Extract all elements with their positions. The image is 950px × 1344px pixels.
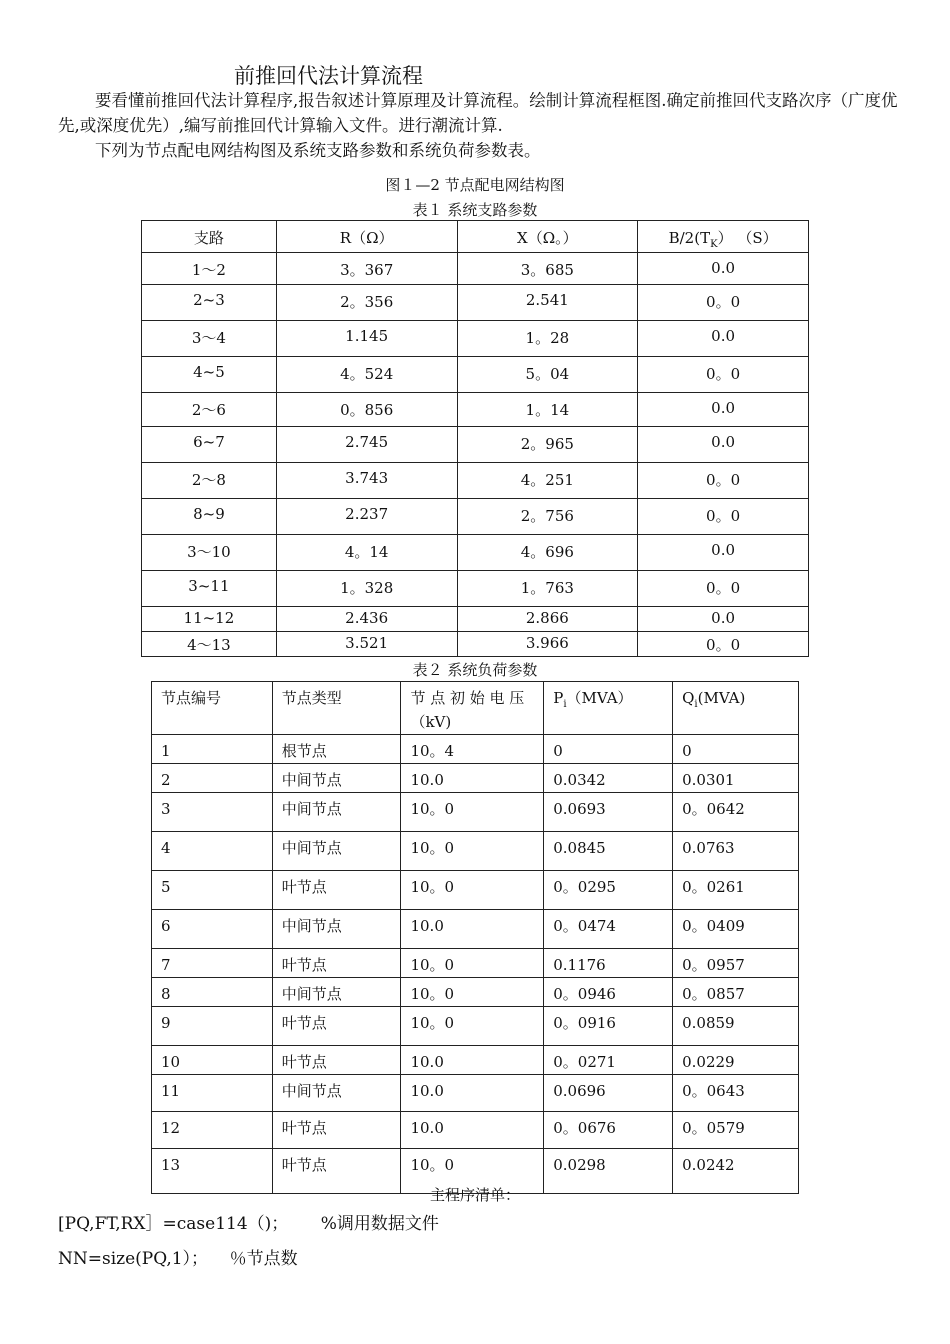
table-row — [152, 978, 799, 1007]
table-cell: 2.541 — [457, 285, 638, 321]
table-cell: 8 — [152, 978, 273, 1007]
table-cell: 10。4 — [401, 735, 544, 764]
table-cell: 0。0857 — [673, 978, 799, 1007]
header-subscript: K — [710, 239, 718, 250]
table-cell: 0。0 — [638, 357, 809, 393]
table-row — [142, 632, 809, 657]
table-cell: 0。0643 — [673, 1075, 799, 1112]
table-row — [152, 1007, 799, 1046]
table-cell: 4 — [152, 832, 273, 871]
table-cell: 中间节点 — [272, 978, 401, 1007]
table-cell: 0.0 — [638, 253, 809, 285]
header-text: （MVA） — [566, 689, 633, 707]
table-cell: 2.237 — [276, 499, 457, 535]
table-cell: 10。0 — [401, 871, 544, 910]
table-cell: 11~12 — [142, 607, 277, 632]
table-row — [142, 357, 809, 393]
table-cell: 0。0642 — [673, 793, 799, 832]
table-cell: 13 — [152, 1149, 273, 1194]
table-row — [152, 793, 799, 832]
table-cell: 10.0 — [401, 764, 544, 793]
table-cell: 2。756 — [457, 499, 638, 535]
table-cell: 2。356 — [276, 285, 457, 321]
table-cell: 0。0261 — [673, 871, 799, 910]
table-cell: 4~5 — [142, 357, 277, 393]
table-cell: 3.743 — [276, 463, 457, 499]
header-text: Q — [682, 689, 695, 707]
header-cell: 节 点 初 始 电 压（kV) — [401, 682, 544, 735]
figure-caption: 图１—2 节点配电网结构图 — [385, 176, 565, 194]
table-cell: 3.966 — [457, 632, 638, 657]
table-cell: 3。685 — [457, 253, 638, 285]
table-cell: 中间节点 — [272, 910, 401, 949]
table-cell: 1。28 — [457, 321, 638, 357]
table-cell: 中间节点 — [272, 764, 401, 793]
code-line: [PQ,FT,RX］=case114（)； %调用数据文件 — [58, 1214, 439, 1234]
header-cell: 节点编号 — [152, 682, 273, 735]
header-cell: R（Ω） — [276, 221, 457, 253]
table-cell: 4～13 — [142, 632, 277, 657]
table-cell: 12 — [152, 1112, 273, 1149]
table-cell: 10。0 — [401, 793, 544, 832]
page-title: 前推回代法计算流程 — [234, 64, 423, 88]
table-cell: 7 — [152, 949, 273, 978]
table-row — [142, 285, 809, 321]
table-cell: 2 — [152, 764, 273, 793]
load-parameter-table — [151, 681, 799, 1194]
table-row — [142, 463, 809, 499]
branch-parameter-table — [141, 220, 809, 657]
table-cell: 0.0696 — [544, 1075, 673, 1112]
header-text: B/2(T — [668, 229, 711, 247]
table-row — [152, 1112, 799, 1149]
header-cell: 节点类型 — [272, 682, 401, 735]
table-cell: 2～8 — [142, 463, 277, 499]
table-row — [142, 535, 809, 571]
table-cell: 0。0946 — [544, 978, 673, 1007]
table-cell: 0 — [544, 735, 673, 764]
table-cell: 10.0 — [401, 1046, 544, 1075]
table-cell: 2~3 — [142, 285, 277, 321]
table-cell: 0.1176 — [544, 949, 673, 978]
table-cell: 10。0 — [401, 832, 544, 871]
table-row — [142, 571, 809, 607]
table-cell: 10.0 — [401, 1075, 544, 1112]
table-cell: 0。0 — [638, 285, 809, 321]
table-cell: 0.0242 — [673, 1149, 799, 1194]
table-cell: 根节点 — [272, 735, 401, 764]
header-cell: X（Ω。） — [457, 221, 638, 253]
table-cell: 中间节点 — [272, 832, 401, 871]
table-cell: 0。856 — [276, 393, 457, 427]
table-cell: 6 — [152, 910, 273, 949]
header-subscript: i — [694, 699, 698, 710]
table-cell: 0.0 — [638, 607, 809, 632]
description-paragraph — [58, 138, 898, 163]
table-cell: 0.0301 — [673, 764, 799, 793]
table-cell: 叶节点 — [272, 1007, 401, 1046]
table-row — [142, 427, 809, 463]
table-cell: 8~9 — [142, 499, 277, 535]
table-cell: 0。0409 — [673, 910, 799, 949]
table-cell: 4。696 — [457, 535, 638, 571]
table-cell: 10。0 — [401, 949, 544, 978]
header-text: P — [553, 689, 564, 707]
table-row — [152, 1075, 799, 1112]
table-cell: 0 — [673, 735, 799, 764]
header-text: ） （S） — [717, 229, 778, 247]
table-cell: 0.0 — [638, 535, 809, 571]
table-cell: 11 — [152, 1075, 273, 1112]
table-cell: 0。0676 — [544, 1112, 673, 1149]
table-cell: 10.0 — [401, 1112, 544, 1149]
table-row — [152, 832, 799, 871]
table-cell: 0。0957 — [673, 949, 799, 978]
table-cell: 2.866 — [457, 607, 638, 632]
table-cell: 0.0 — [638, 321, 809, 357]
table-cell: 0。0474 — [544, 910, 673, 949]
table-cell: 0.0229 — [673, 1046, 799, 1075]
table-cell: 0。0295 — [544, 871, 673, 910]
program-caption: 主程序清单： — [429, 1186, 520, 1204]
table1-caption: 表１ 系统支路参数 — [412, 201, 538, 219]
table-cell: 叶节点 — [272, 1149, 401, 1194]
intro-text: 要看懂前推回代法计算程序,报告叙述计算原理及计算流程。绘制计算流程框图.确定前推回代支路次序（广度优先,或深度优先）,编写前推回代计算输入文件。进行潮流计算. — [58, 91, 898, 135]
table-row — [152, 910, 799, 949]
table-cell: 0.0 — [638, 393, 809, 427]
table-cell: 0.0845 — [544, 832, 673, 871]
table-cell: 1。14 — [457, 393, 638, 427]
table-row — [152, 1046, 799, 1075]
table-cell: 0。0 — [638, 463, 809, 499]
table-cell: 4。14 — [276, 535, 457, 571]
table2-caption: 表２ 系统负荷参数 — [412, 661, 538, 679]
table-cell: 9 — [152, 1007, 273, 1046]
table-cell: 叶节点 — [272, 1046, 401, 1075]
table-cell: 0.0763 — [673, 832, 799, 871]
table-cell: 中间节点 — [272, 1075, 401, 1112]
intro-paragraph — [58, 88, 898, 138]
table-header-row — [152, 682, 799, 735]
table-cell: 2.745 — [276, 427, 457, 463]
table-cell: 10。0 — [401, 1007, 544, 1046]
table-cell: 0。0 — [638, 632, 809, 657]
table-cell: 6~7 — [142, 427, 277, 463]
table-cell: 10。0 — [401, 978, 544, 1007]
table-cell: 3~11 — [142, 571, 277, 607]
table-cell: 0.0693 — [544, 793, 673, 832]
table-cell: 0.0 — [638, 427, 809, 463]
table-cell: 3 — [152, 793, 273, 832]
table-cell: 1～2 — [142, 253, 277, 285]
table-cell: 1.145 — [276, 321, 457, 357]
table-row — [142, 499, 809, 535]
table-cell: 2.436 — [276, 607, 457, 632]
table-cell: 2。965 — [457, 427, 638, 463]
table-cell: 5 — [152, 871, 273, 910]
table-cell: 1 — [152, 735, 273, 764]
table-cell: 叶节点 — [272, 871, 401, 910]
table-cell: 3.521 — [276, 632, 457, 657]
header-subscript: i — [563, 699, 567, 710]
table-row — [152, 764, 799, 793]
table-header-row — [142, 221, 809, 253]
table-cell: 0。0916 — [544, 1007, 673, 1046]
table-cell: 10 — [152, 1046, 273, 1075]
table-cell: 4。251 — [457, 463, 638, 499]
table-cell: 2～6 — [142, 393, 277, 427]
table-cell: 3～4 — [142, 321, 277, 357]
table-cell: 3。367 — [276, 253, 457, 285]
table-row — [152, 735, 799, 764]
table-row — [142, 253, 809, 285]
table-row — [152, 949, 799, 978]
table-cell: 0。0579 — [673, 1112, 799, 1149]
table-cell: 叶节点 — [272, 949, 401, 978]
table-cell: 5。04 — [457, 357, 638, 393]
table-cell: 0.0298 — [544, 1149, 673, 1194]
table-cell: 10.0 — [401, 910, 544, 949]
description-text: 下列为节点配电网结构图及系统支路参数和系统负荷参数表。 — [95, 141, 541, 160]
table-cell: 0.0342 — [544, 764, 673, 793]
table-cell: 1。328 — [276, 571, 457, 607]
table-cell: 叶节点 — [272, 1112, 401, 1149]
table-cell: 1。763 — [457, 571, 638, 607]
table-cell: 3～10 — [142, 535, 277, 571]
header-text: (MVA) — [697, 689, 746, 707]
header-cell — [638, 221, 809, 253]
header-cell — [544, 682, 673, 735]
header-cell: 支路 — [142, 221, 277, 253]
header-cell — [673, 682, 799, 735]
table-cell: 0。0271 — [544, 1046, 673, 1075]
table-row — [152, 871, 799, 910]
table-row — [142, 321, 809, 357]
table-cell: 0.0859 — [673, 1007, 799, 1046]
table-cell: 0。0 — [638, 571, 809, 607]
code-line: NN=size(PQ,1）； ％节点数 — [58, 1249, 298, 1269]
table-cell: 4。524 — [276, 357, 457, 393]
table-cell: 中间节点 — [272, 793, 401, 832]
table-row — [142, 607, 809, 632]
table-row — [142, 393, 809, 427]
table-cell: 0。0 — [638, 499, 809, 535]
table-cell: 10。0 — [401, 1149, 544, 1194]
